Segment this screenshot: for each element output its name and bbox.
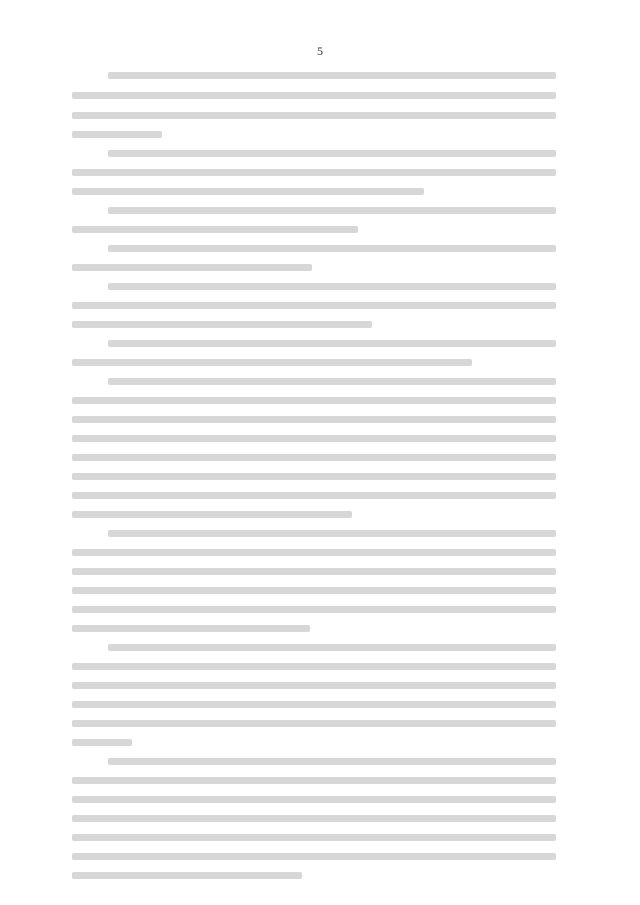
- placeholder-line: [72, 454, 556, 461]
- placeholder-line: [72, 739, 132, 746]
- placeholder-line: [72, 606, 556, 613]
- placeholder-line: [72, 264, 312, 271]
- placeholder-line: [72, 321, 372, 328]
- placeholder-line: [108, 207, 556, 214]
- placeholder-line: [72, 492, 556, 499]
- placeholder-line: [72, 359, 472, 366]
- placeholder-line: [108, 530, 556, 537]
- placeholder-line: [108, 378, 556, 385]
- placeholder-line: [72, 112, 556, 119]
- placeholder-line: [72, 397, 556, 404]
- placeholder-line: [72, 435, 556, 442]
- placeholder-line: [72, 663, 556, 670]
- placeholder-line: [72, 511, 352, 518]
- placeholder-line: [72, 302, 556, 309]
- page-number: 5: [317, 44, 323, 58]
- placeholder-line: [108, 245, 556, 252]
- placeholder-line: [72, 796, 556, 803]
- placeholder-line: [72, 188, 424, 195]
- placeholder-line: [108, 340, 556, 347]
- placeholder-line: [72, 815, 556, 822]
- placeholder-line: [72, 549, 556, 556]
- placeholder-line: [72, 682, 556, 689]
- placeholder-line: [72, 568, 556, 575]
- placeholder-line: [72, 587, 556, 594]
- placeholder-line: [72, 853, 556, 860]
- placeholder-line: [108, 758, 556, 765]
- placeholder-line: [72, 701, 556, 708]
- placeholder-line: [72, 872, 302, 879]
- placeholder-line: [72, 169, 556, 176]
- placeholder-line: [72, 131, 162, 138]
- placeholder-line: [108, 150, 556, 157]
- placeholder-line: [72, 92, 556, 99]
- placeholder-line: [72, 473, 556, 480]
- placeholder-line: [72, 720, 556, 727]
- placeholder-line: [72, 416, 556, 423]
- placeholder-line: [108, 644, 556, 651]
- placeholder-line: [72, 625, 310, 632]
- placeholder-line: [108, 72, 556, 79]
- placeholder-line: [72, 777, 556, 784]
- placeholder-line: [108, 283, 556, 290]
- placeholder-line: [72, 834, 556, 841]
- placeholder-line: [72, 226, 358, 233]
